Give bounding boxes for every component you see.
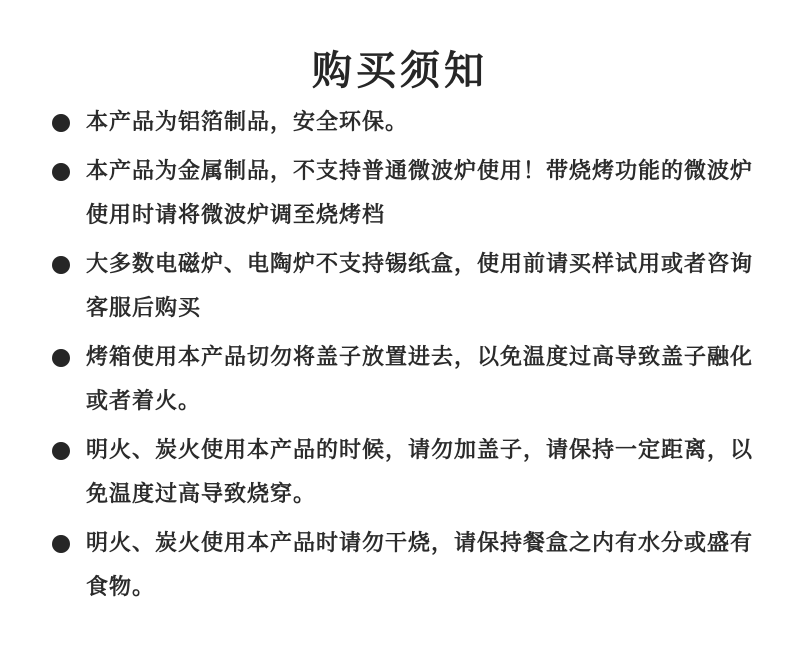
- notice-item-text: 明火、炭火使用本产品时请勿干烧，请保持餐盒之内有水分或盛有食物。: [86, 531, 754, 600]
- bullet-icon: [52, 256, 70, 274]
- page-title: 购买须知: [312, 47, 488, 94]
- notice-item: [50, 336, 770, 424]
- notice-item: [50, 101, 770, 145]
- notice-item: [50, 429, 770, 517]
- bullet-icon: [52, 349, 70, 367]
- notice-item-text: 明火、炭火使用本产品的时候，请勿加盖子，请保持一定距离，以免温度过高导致烧穿。: [86, 438, 754, 507]
- bullet-icon: [52, 163, 70, 181]
- notice-item: [50, 522, 770, 610]
- notice-item: [50, 243, 770, 331]
- notice-item-text: 本产品为金属制品，不支持普通微波炉使用！带烧烤功能的微波炉使用时请将微波炉调至烧烤档: [86, 159, 754, 228]
- notice-item: [50, 150, 770, 238]
- notice-item-text: 大多数电磁炉、电陶炉不支持锡纸盒，使用前请买样试用或者咨询客服后购买: [86, 252, 754, 321]
- notice-item-text: 烤箱使用本产品切勿将盖子放置进去，以免温度过高导致盖子融化或者着火。: [86, 345, 754, 414]
- bullet-icon: [52, 114, 70, 132]
- notice-item-text: 本产品为铝箔制品，安全环保。: [86, 110, 409, 135]
- bullet-icon: [52, 442, 70, 460]
- bullet-icon: [52, 535, 70, 553]
- notice-list: [50, 101, 770, 615]
